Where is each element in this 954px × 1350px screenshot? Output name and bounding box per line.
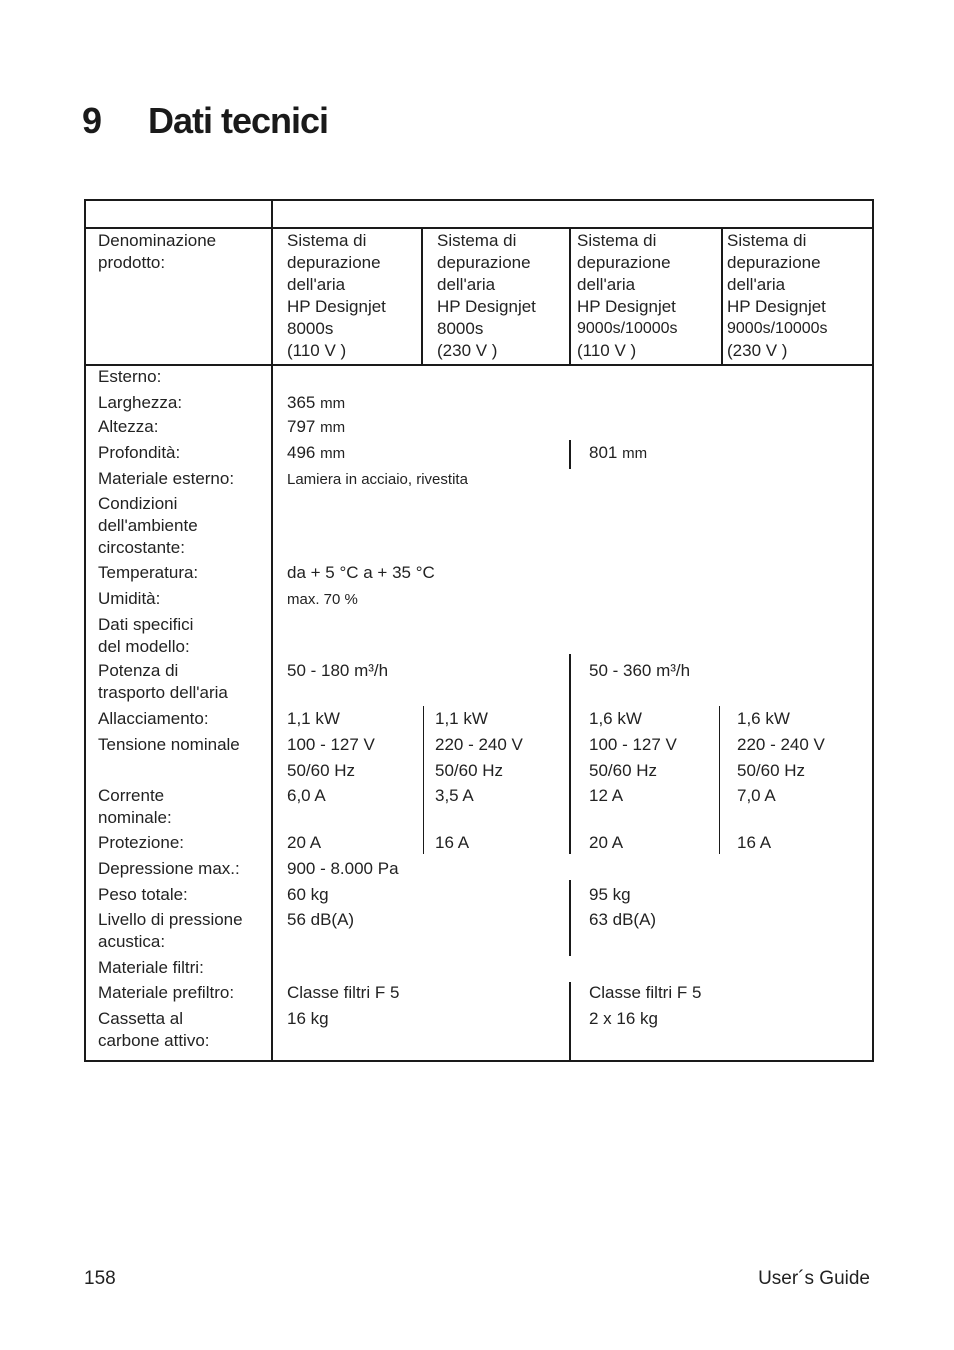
table-column-divider-3	[569, 228, 571, 365]
value-frequenza-4: 50/60 Hz	[737, 761, 806, 780]
page-number: 158	[84, 1268, 116, 1289]
label-potenza	[98, 660, 228, 704]
table-rule-header	[84, 364, 874, 366]
model-4-line-1: Sistema di	[727, 231, 807, 250]
label-livello-line-1: Livello di pressione	[98, 910, 243, 929]
label-altezza: Altezza:	[98, 417, 159, 436]
label-cassetta-line-1: Cassetta al	[98, 1009, 184, 1028]
model-3-line-1: Sistema di	[577, 231, 657, 250]
model-header-2	[437, 230, 536, 362]
value-frequenza-1: 50/60 Hz	[287, 761, 356, 780]
value-larghezza	[287, 392, 345, 415]
chapter-title: Dati tecnici	[148, 100, 329, 141]
model-4-line-4: HP Designjet	[727, 297, 826, 316]
table-rule-top	[84, 227, 874, 229]
value-altezza-num: 797	[287, 417, 316, 436]
value-larghezza-unit: mm	[320, 395, 346, 412]
divider-filtri	[569, 982, 571, 1062]
value-cassetta-a: 16 kg	[287, 1009, 329, 1028]
value-frequenza-3: 50/60 Hz	[589, 761, 658, 780]
model-1-line-5: 8000s	[287, 319, 334, 338]
model-3-line-6: (110 V )	[577, 341, 637, 360]
value-corrente-4: 7,0 A	[737, 786, 776, 805]
value-potenza-b: 50 - 360 m³/h	[589, 661, 691, 680]
label-livello-line-2: acustica:	[98, 932, 166, 951]
model-4-line-3: dell'aria	[727, 275, 786, 294]
value-peso-a: 60 kg	[287, 885, 329, 904]
model-3-line-4: HP Designjet	[577, 297, 676, 316]
divider-col2-electrical	[423, 706, 424, 854]
label-corrente-line-2: nominale:	[98, 808, 172, 827]
model-2-line-5: 8000s	[437, 319, 484, 338]
value-potenza-a: 50 - 180 m³/h	[287, 661, 389, 680]
value-prefiltro-a: Classe filtri F 5	[287, 983, 400, 1002]
header-label-line-2: prodotto:	[98, 253, 166, 272]
value-cassetta-b: 2 x 16 kg	[589, 1009, 658, 1028]
label-cassetta	[98, 1008, 210, 1052]
model-3-line-3: dell'aria	[577, 275, 636, 294]
header-label	[98, 230, 216, 274]
label-peso: Peso totale:	[98, 885, 188, 904]
label-umidita: Umidità:	[98, 589, 161, 608]
model-4-line-5: 9000s/10000s	[727, 320, 828, 337]
value-tensione-1: 100 - 127 V	[287, 735, 375, 754]
label-dati-specifici	[98, 614, 193, 658]
value-profondita-a-unit: mm	[320, 445, 346, 462]
model-4-line-2: depurazione	[727, 253, 821, 272]
model-1-line-2: depurazione	[287, 253, 381, 272]
divider-potenza-protezione	[569, 654, 571, 854]
label-potenza-line-1: Potenza di	[98, 661, 179, 680]
value-larghezza-num: 365	[287, 393, 316, 412]
model-1-line-1: Sistema di	[287, 231, 367, 250]
value-altezza	[287, 416, 345, 439]
model-header-3	[577, 230, 678, 362]
model-3-line-5: 9000s/10000s	[577, 320, 678, 337]
label-corrente-line-1: Corrente	[98, 786, 165, 805]
value-livello-a: 56 dB(A)	[287, 910, 355, 929]
table-column-divider-2	[421, 228, 423, 365]
chapter-number: 9	[82, 100, 102, 141]
table-column-divider-4	[721, 228, 723, 365]
divider-peso-livello	[569, 880, 571, 956]
value-profondita-b-num: 801	[589, 443, 618, 462]
label-cassetta-line-2: carbone attivo:	[98, 1031, 210, 1050]
label-condizioni	[98, 493, 198, 559]
label-esterno: Esterno:	[98, 367, 162, 386]
model-2-line-1: Sistema di	[437, 231, 517, 250]
value-tensione-4: 220 - 240 V	[737, 735, 825, 754]
divider-profondita	[569, 440, 571, 469]
label-potenza-line-2: trasporto dell'aria	[98, 683, 228, 702]
label-depressione: Depressione max.:	[98, 859, 240, 878]
value-profondita-a-num: 496	[287, 443, 316, 462]
value-allacciamento-1: 1,1 kW	[287, 709, 340, 728]
value-corrente-2: 3,5 A	[435, 786, 474, 805]
value-umidita: max. 70 %	[287, 591, 358, 608]
model-4-line-6: (230 V )	[727, 341, 788, 360]
label-larghezza: Larghezza:	[98, 393, 183, 412]
label-materiale-prefiltro: Materiale prefiltro:	[98, 983, 235, 1002]
value-profondita-b	[589, 442, 647, 465]
label-temperatura: Temperatura:	[98, 563, 199, 582]
value-protezione-1: 20 A	[287, 833, 322, 852]
value-tensione-2: 220 - 240 V	[435, 735, 523, 754]
value-peso-b: 95 kg	[589, 885, 631, 904]
value-profondita-a	[287, 442, 345, 465]
label-corrente	[98, 785, 172, 829]
value-profondita-b-unit: mm	[622, 445, 648, 462]
value-livello-b: 63 dB(A)	[589, 910, 657, 929]
label-materiale-esterno: Materiale esterno:	[98, 469, 235, 488]
model-2-line-6: (230 V )	[437, 341, 498, 360]
value-frequenza-2: 50/60 Hz	[435, 761, 504, 780]
value-protezione-3: 20 A	[589, 833, 624, 852]
value-materiale-esterno: Lamiera in acciaio, rivestita	[287, 471, 468, 488]
value-protezione-4: 16 A	[737, 833, 772, 852]
value-prefiltro-b: Classe filtri F 5	[589, 983, 702, 1002]
model-2-line-3: dell'aria	[437, 275, 496, 294]
value-corrente-1: 6,0 A	[287, 786, 326, 805]
label-materiale-filtri: Materiale filtri:	[98, 958, 204, 977]
label-dati-line-1: Dati specifici	[98, 615, 194, 634]
label-dati-line-2: del modello:	[98, 637, 190, 656]
label-tensione: Tensione nominale	[98, 735, 240, 754]
value-allacciamento-2: 1,1 kW	[435, 709, 488, 728]
guide-title: User´s Guide	[758, 1268, 870, 1289]
header-label-line-1: Denominazione	[98, 231, 217, 250]
model-3-line-2: depurazione	[577, 253, 671, 272]
value-corrente-3: 12 A	[589, 786, 624, 805]
value-tensione-3: 100 - 127 V	[589, 735, 677, 754]
model-1-line-4: HP Designjet	[287, 297, 386, 316]
value-allacciamento-3: 1,6 kW	[589, 709, 642, 728]
model-1-line-3: dell'aria	[287, 275, 346, 294]
model-1-line-6: (110 V )	[287, 341, 347, 360]
label-allacciamento: Allacciamento:	[98, 709, 209, 728]
model-2-line-4: HP Designjet	[437, 297, 536, 316]
model-header-1	[287, 230, 386, 362]
model-header-4	[727, 230, 828, 362]
chapter-heading	[82, 100, 328, 142]
label-condizioni-line-2: dell'ambiente	[98, 516, 198, 535]
value-altezza-unit: mm	[320, 419, 346, 436]
label-profondita: Profondità:	[98, 443, 181, 462]
table-column-divider-label	[271, 199, 273, 1062]
value-protezione-2: 16 A	[435, 833, 470, 852]
value-temperatura: da + 5 °C a + 35 °C	[287, 563, 435, 582]
divider-col4-electrical	[719, 706, 720, 854]
value-depressione: 900 - 8.000 Pa	[287, 859, 399, 878]
label-protezione: Protezione:	[98, 833, 184, 852]
label-condizioni-line-1: Condizioni	[98, 494, 178, 513]
model-2-line-2: depurazione	[437, 253, 531, 272]
value-allacciamento-4: 1,6 kW	[737, 709, 790, 728]
label-livello	[98, 909, 243, 953]
label-condizioni-line-3: circostante:	[98, 538, 185, 557]
